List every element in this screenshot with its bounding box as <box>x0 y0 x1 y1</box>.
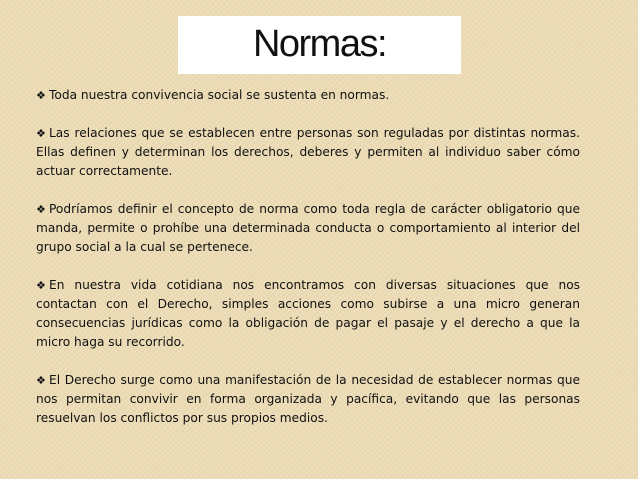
bullet-paragraph <box>36 200 580 257</box>
diamond-bullet-icon: ❖ <box>36 127 46 140</box>
bullet-paragraph <box>36 86 580 105</box>
paragraph-text: Las relaciones que se establecen entre personas son reguladas por distintas normas. Ellas definen y determinan los derechos, deberes y permiten al individuo saber cómo actuar correctamente. <box>36 126 580 178</box>
paragraph-text: Podríamos definir el concepto de norma como toda regla de carácter obligatorio que manda, permite o prohíbe una determinada conducta o comportamiento al interior del grupo social a la cual se pertenece. <box>36 202 580 254</box>
paragraph-text: El Derecho surge como una manifestación de la necesidad de establecer normas que nos permitan convivir en forma organizada y pacífica, evitando que las personas resuelvan los conflictos por sus propios medios. <box>36 373 580 425</box>
slide-title: Normas: <box>252 23 387 65</box>
slide-body <box>36 86 580 447</box>
bullet-paragraph <box>36 124 580 181</box>
bullet-paragraph <box>36 276 580 352</box>
diamond-bullet-icon: ❖ <box>36 279 46 292</box>
title-box <box>178 16 461 74</box>
diamond-bullet-icon: ❖ <box>36 89 46 102</box>
bullet-paragraph <box>36 371 580 428</box>
diamond-bullet-icon: ❖ <box>36 203 46 216</box>
diamond-bullet-icon: ❖ <box>36 374 46 387</box>
paragraph-text: Toda nuestra convivencia social se sustenta en normas. <box>49 88 390 102</box>
paragraph-text: En nuestra vida cotidiana nos encontramos con diversas situaciones que nos contactan con el Derecho, simples acciones como subirse a una micro generan consecuencias jurídicas como la obligación de pagar el pasaje y el derecho a que la micro haga su recorrido. <box>36 278 580 349</box>
